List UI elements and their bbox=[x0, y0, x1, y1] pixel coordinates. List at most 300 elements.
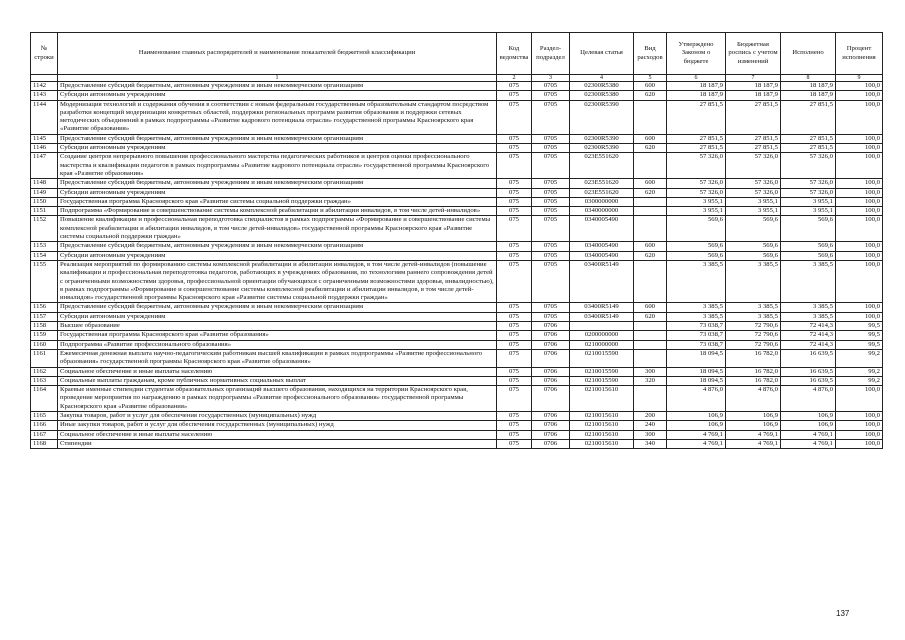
expense-type: 600 bbox=[634, 303, 667, 312]
row-name: Предоставление субсидий бюджетным, автономным учреждениям и иным некоммерческим организациям bbox=[58, 303, 497, 312]
approved-amount: 27 851,5 bbox=[667, 144, 726, 153]
budget-plan-amount: 4 769,1 bbox=[726, 430, 781, 439]
expense-type: 620 bbox=[634, 312, 667, 321]
execution-percent: 100,0 bbox=[836, 430, 883, 439]
executed-amount: 106,9 bbox=[781, 421, 836, 430]
department-code: 075 bbox=[497, 251, 532, 260]
department-code: 075 bbox=[497, 144, 532, 153]
budget-plan-amount: 16 782,0 bbox=[726, 376, 781, 385]
executed-amount: 3 955,1 bbox=[781, 207, 836, 216]
approved-amount: 4 769,1 bbox=[667, 439, 726, 448]
table-row bbox=[31, 303, 883, 312]
header-name: Наименование главных распорядителей и наименование показателей бюджетной классификации bbox=[58, 33, 497, 75]
target-article: 023E551620 bbox=[570, 179, 634, 188]
expense-type: 300 bbox=[634, 367, 667, 376]
execution-percent: 100,0 bbox=[836, 312, 883, 321]
budget-plan-amount: 569,6 bbox=[726, 216, 781, 242]
row-name: Субсидии автономным учреждениям bbox=[58, 312, 497, 321]
budget-plan-amount: 16 782,0 bbox=[726, 367, 781, 376]
department-code: 075 bbox=[497, 216, 532, 242]
row-name: Социальное обеспечение и иные выплаты населению bbox=[58, 430, 497, 439]
department-code: 075 bbox=[497, 197, 532, 206]
section-code: 0705 bbox=[532, 260, 570, 302]
execution-percent: 100,0 bbox=[836, 303, 883, 312]
row-number: 1158 bbox=[31, 322, 58, 331]
row-name: Субсидии автономным учреждениям bbox=[58, 188, 497, 197]
table-row bbox=[31, 349, 883, 367]
expense-type bbox=[634, 153, 667, 179]
row-number: 1162 bbox=[31, 367, 58, 376]
target-article: 03400R5149 bbox=[570, 260, 634, 302]
header-expense-type: Вид расходов bbox=[634, 33, 667, 75]
target-article: 02300R5390 bbox=[570, 144, 634, 153]
executed-amount: 27 851,5 bbox=[781, 134, 836, 143]
column-number: 7 bbox=[726, 75, 781, 82]
executed-amount: 72 414,3 bbox=[781, 322, 836, 331]
executed-amount: 4 769,1 bbox=[781, 430, 836, 439]
table-row bbox=[31, 421, 883, 430]
target-article: 0210015590 bbox=[570, 376, 634, 385]
department-code: 075 bbox=[497, 153, 532, 179]
row-name: Субсидии автономным учреждениям bbox=[58, 251, 497, 260]
row-number: 1160 bbox=[31, 340, 58, 349]
department-code: 075 bbox=[497, 411, 532, 420]
target-article: 02300R5390 bbox=[570, 134, 634, 143]
table-row bbox=[31, 439, 883, 448]
execution-percent: 99,5 bbox=[836, 331, 883, 340]
expense-type bbox=[634, 207, 667, 216]
row-number: 1152 bbox=[31, 216, 58, 242]
department-code: 075 bbox=[497, 367, 532, 376]
expense-type: 600 bbox=[634, 179, 667, 188]
expense-type: 600 bbox=[634, 242, 667, 251]
row-number: 1150 bbox=[31, 197, 58, 206]
executed-amount: 3 385,5 bbox=[781, 260, 836, 302]
section-code: 0705 bbox=[532, 188, 570, 197]
department-code: 075 bbox=[497, 100, 532, 134]
department-code: 075 bbox=[497, 82, 532, 91]
expense-type bbox=[634, 349, 667, 367]
department-code: 075 bbox=[497, 179, 532, 188]
target-article: 0210015590 bbox=[570, 349, 634, 367]
execution-percent: 100,0 bbox=[836, 439, 883, 448]
table-body bbox=[31, 82, 883, 449]
expense-type: 300 bbox=[634, 430, 667, 439]
budget-plan-amount: 569,6 bbox=[726, 242, 781, 251]
section-code: 0705 bbox=[532, 251, 570, 260]
header-department-code: Код ведомства bbox=[497, 33, 532, 75]
row-number: 1143 bbox=[31, 91, 58, 100]
approved-amount: 3 385,5 bbox=[667, 303, 726, 312]
target-article: 03400R5149 bbox=[570, 303, 634, 312]
table-row bbox=[31, 242, 883, 251]
header-target-article: Целевая статья bbox=[570, 33, 634, 75]
budget-plan-amount: 3 955,1 bbox=[726, 197, 781, 206]
row-name: Социальное обеспечение и иные выплаты населению bbox=[58, 367, 497, 376]
department-code: 075 bbox=[497, 303, 532, 312]
execution-percent: 100,0 bbox=[836, 188, 883, 197]
target-article: 0340000000 bbox=[570, 207, 634, 216]
approved-amount: 106,9 bbox=[667, 421, 726, 430]
executed-amount: 27 851,5 bbox=[781, 100, 836, 134]
section-code: 0705 bbox=[532, 82, 570, 91]
approved-amount: 18 094,5 bbox=[667, 349, 726, 367]
execution-percent: 99,5 bbox=[836, 340, 883, 349]
row-name: Модернизация технологий и содержания обучения в соответствии с новым федеральным государственным образовательным стандартом посредством разработки концепций модернизации конкретных областей, поддержки региональных программ развития образования и поддержки сетевых методических объединений в рамках подпрограммы «Развитие кадрового потенциала отрасли» государственной программы Красноярского края «Развитие образования» bbox=[58, 100, 497, 134]
section-code: 0706 bbox=[532, 430, 570, 439]
row-name: Иные закупки товаров, работ и услуг для обеспечения государственных (муниципальных) нужд bbox=[58, 421, 497, 430]
budget-plan-amount: 18 187,9 bbox=[726, 82, 781, 91]
execution-percent: 99,5 bbox=[836, 322, 883, 331]
table-row bbox=[31, 179, 883, 188]
executed-amount: 3 385,5 bbox=[781, 303, 836, 312]
section-code: 0705 bbox=[532, 242, 570, 251]
section-code: 0705 bbox=[532, 216, 570, 242]
row-number: 1151 bbox=[31, 207, 58, 216]
approved-amount: 18 187,9 bbox=[667, 82, 726, 91]
department-code: 075 bbox=[497, 312, 532, 321]
expense-type: 320 bbox=[634, 376, 667, 385]
column-number bbox=[31, 75, 58, 82]
row-name: Краевые именные стипендии студентам образовательных организаций высшего образования, находящихся на территории Красноярского края, проведение мероприятия по награждению в рамках подпрограммы «Развитие профессионального образования» государственной программы Красноярского края «Развитие образования» bbox=[58, 386, 497, 412]
section-code: 0705 bbox=[532, 312, 570, 321]
header-executed: Исполнено bbox=[781, 33, 836, 75]
executed-amount: 72 414,3 bbox=[781, 340, 836, 349]
executed-amount: 72 414,3 bbox=[781, 331, 836, 340]
approved-amount: 3 385,5 bbox=[667, 312, 726, 321]
department-code: 075 bbox=[497, 242, 532, 251]
expense-type bbox=[634, 216, 667, 242]
approved-amount: 569,6 bbox=[667, 251, 726, 260]
executed-amount: 569,6 bbox=[781, 216, 836, 242]
budget-plan-amount: 18 187,9 bbox=[726, 91, 781, 100]
department-code: 075 bbox=[497, 91, 532, 100]
row-number: 1165 bbox=[31, 411, 58, 420]
target-article: 0210015610 bbox=[570, 421, 634, 430]
expense-type: 620 bbox=[634, 251, 667, 260]
budget-plan-amount: 106,9 bbox=[726, 411, 781, 420]
budget-plan-amount: 3 955,1 bbox=[726, 207, 781, 216]
table-row bbox=[31, 376, 883, 385]
row-name: Высшее образование bbox=[58, 322, 497, 331]
executed-amount: 106,9 bbox=[781, 411, 836, 420]
executed-amount: 569,6 bbox=[781, 242, 836, 251]
target-article: 0210000000 bbox=[570, 340, 634, 349]
approved-amount: 73 038,7 bbox=[667, 331, 726, 340]
execution-percent: 100,0 bbox=[836, 386, 883, 412]
row-number: 1142 bbox=[31, 82, 58, 91]
row-number: 1153 bbox=[31, 242, 58, 251]
target-article: 0210015610 bbox=[570, 430, 634, 439]
row-number: 1149 bbox=[31, 188, 58, 197]
approved-amount: 106,9 bbox=[667, 411, 726, 420]
table-row bbox=[31, 188, 883, 197]
target-article: 0340005490 bbox=[570, 242, 634, 251]
column-number: 2 bbox=[497, 75, 532, 82]
budget-plan-amount: 57 326,0 bbox=[726, 188, 781, 197]
column-number: 3 bbox=[532, 75, 570, 82]
table-header-row bbox=[31, 33, 883, 75]
approved-amount: 3 955,1 bbox=[667, 197, 726, 206]
expense-type: 240 bbox=[634, 421, 667, 430]
execution-percent: 100,0 bbox=[836, 207, 883, 216]
expense-type: 600 bbox=[634, 82, 667, 91]
expense-type bbox=[634, 260, 667, 302]
table-row bbox=[31, 386, 883, 412]
column-number: 9 bbox=[836, 75, 883, 82]
section-code: 0705 bbox=[532, 153, 570, 179]
table-row bbox=[31, 331, 883, 340]
row-number: 1155 bbox=[31, 260, 58, 302]
approved-amount: 4 769,1 bbox=[667, 430, 726, 439]
table-row bbox=[31, 340, 883, 349]
row-name: Стипендии bbox=[58, 439, 497, 448]
execution-percent: 100,0 bbox=[836, 421, 883, 430]
section-code: 0705 bbox=[532, 303, 570, 312]
table-row bbox=[31, 91, 883, 100]
section-code: 0706 bbox=[532, 439, 570, 448]
department-code: 075 bbox=[497, 349, 532, 367]
row-number: 1145 bbox=[31, 134, 58, 143]
table-row bbox=[31, 207, 883, 216]
approved-amount: 18 187,9 bbox=[667, 91, 726, 100]
row-name: Субсидии автономным учреждениям bbox=[58, 91, 497, 100]
approved-amount: 57 326,0 bbox=[667, 179, 726, 188]
target-article: 0210015610 bbox=[570, 386, 634, 412]
department-code: 075 bbox=[497, 386, 532, 412]
department-code: 075 bbox=[497, 188, 532, 197]
approved-amount: 569,6 bbox=[667, 242, 726, 251]
execution-percent: 99,2 bbox=[836, 367, 883, 376]
budget-plan-amount: 4 769,1 bbox=[726, 439, 781, 448]
expense-type: 620 bbox=[634, 144, 667, 153]
row-number: 1164 bbox=[31, 386, 58, 412]
target-article: 03400R5149 bbox=[570, 312, 634, 321]
row-number: 1146 bbox=[31, 144, 58, 153]
budget-plan-amount: 3 385,5 bbox=[726, 303, 781, 312]
table-row bbox=[31, 134, 883, 143]
expense-type bbox=[634, 197, 667, 206]
department-code: 075 bbox=[497, 207, 532, 216]
row-name: Предоставление субсидий бюджетным, автономным учреждениям и иным некоммерческим организациям bbox=[58, 82, 497, 91]
column-number: 4 bbox=[570, 75, 634, 82]
section-code: 0705 bbox=[532, 179, 570, 188]
section-code: 0706 bbox=[532, 367, 570, 376]
execution-percent: 100,0 bbox=[836, 251, 883, 260]
row-name: Государственная программа Красноярского края «Развитие образования» bbox=[58, 331, 497, 340]
target-article: 0340005490 bbox=[570, 251, 634, 260]
row-number: 1161 bbox=[31, 349, 58, 367]
row-name: Реализация мероприятий по формированию системы комплексной реабилитации и абилитации инвалидов, в том числе детей-инвалидов (повышение квалификации и профессиональная переподготовка педагогов, работающих в учреждениях образования, по технологиям раннего сопровождения детей с ограниченными возможностями здоровья, профессиональной ориентации обучающихся с ограниченными возможностями здоровья, инвалидностью), в рамках подпрограммы «Формирование и совершенствование системы комплексной реабилитации и абилитации инвалидов, в том числе детей-инвалидов» государственной программы Красноярского края «Развитие системы социальной поддержки граждан» bbox=[58, 260, 497, 302]
execution-percent: 100,0 bbox=[836, 411, 883, 420]
section-code: 0706 bbox=[532, 376, 570, 385]
budget-plan-amount: 27 851,5 bbox=[726, 144, 781, 153]
expense-type: 600 bbox=[634, 134, 667, 143]
row-number: 1167 bbox=[31, 430, 58, 439]
table-row bbox=[31, 312, 883, 321]
target-article: 0210015590 bbox=[570, 367, 634, 376]
approved-amount: 57 326,0 bbox=[667, 153, 726, 179]
section-code: 0706 bbox=[532, 322, 570, 331]
department-code: 075 bbox=[497, 439, 532, 448]
table-row bbox=[31, 251, 883, 260]
expense-type bbox=[634, 340, 667, 349]
approved-amount: 4 876,0 bbox=[667, 386, 726, 412]
row-name: Субсидии автономным учреждениям bbox=[58, 144, 497, 153]
table-row bbox=[31, 100, 883, 134]
section-code: 0706 bbox=[532, 411, 570, 420]
page-number: 137 bbox=[836, 609, 850, 618]
row-number: 1163 bbox=[31, 376, 58, 385]
budget-plan-amount: 27 851,5 bbox=[726, 134, 781, 143]
column-number: 5 bbox=[634, 75, 667, 82]
executed-amount: 3 955,1 bbox=[781, 197, 836, 206]
executed-amount: 18 187,9 bbox=[781, 91, 836, 100]
header-budget-plan: Бюджетная роспись с учетом изменений bbox=[726, 33, 781, 75]
execution-percent: 100,0 bbox=[836, 100, 883, 134]
table-row bbox=[31, 216, 883, 242]
department-code: 075 bbox=[497, 421, 532, 430]
section-code: 0705 bbox=[532, 91, 570, 100]
section-code: 0706 bbox=[532, 331, 570, 340]
section-code: 0706 bbox=[532, 340, 570, 349]
row-number: 1148 bbox=[31, 179, 58, 188]
row-name: Закупка товаров, работ и услуг для обеспечения государственных (муниципальных) нужд bbox=[58, 411, 497, 420]
row-number: 1147 bbox=[31, 153, 58, 179]
target-article: 0210015610 bbox=[570, 411, 634, 420]
budget-plan-amount: 569,6 bbox=[726, 251, 781, 260]
table-row bbox=[31, 197, 883, 206]
row-name: Повышение квалификации и профессиональная переподготовка специалистов в рамках подпрограммы «Формирование и совершенствование системы комплексной реабилитации и абилитации инвалидов, в том числе детей-инвалидов» государственной программы Красноярского края «Развитие системы социальной поддержки граждан» bbox=[58, 216, 497, 242]
row-number: 1154 bbox=[31, 251, 58, 260]
table-row bbox=[31, 82, 883, 91]
row-number: 1168 bbox=[31, 439, 58, 448]
approved-amount: 27 851,5 bbox=[667, 100, 726, 134]
execution-percent: 100,0 bbox=[836, 179, 883, 188]
section-code: 0705 bbox=[532, 100, 570, 134]
department-code: 075 bbox=[497, 376, 532, 385]
target-article: 0300000000 bbox=[570, 197, 634, 206]
row-number: 1159 bbox=[31, 331, 58, 340]
department-code: 075 bbox=[497, 260, 532, 302]
row-number: 1156 bbox=[31, 303, 58, 312]
expense-type bbox=[634, 100, 667, 134]
section-code: 0706 bbox=[532, 386, 570, 412]
column-number-row bbox=[31, 75, 883, 82]
row-name: Ежемесячная денежная выплата научно-педагогическим работникам высшей квалификации в рамках подпрограммы «Развитие профессионального образования» государственной программы Красноярского края «Развитие образования» bbox=[58, 349, 497, 367]
row-name: Подпрограмма «Формирование и совершенствование системы комплексной реабилитации и абилитации инвалидов, в том числе детей-инвалидов» bbox=[58, 207, 497, 216]
executed-amount: 27 851,5 bbox=[781, 144, 836, 153]
executed-amount: 57 326,0 bbox=[781, 153, 836, 179]
table-row bbox=[31, 153, 883, 179]
execution-percent: 100,0 bbox=[836, 242, 883, 251]
executed-amount: 3 385,5 bbox=[781, 312, 836, 321]
execution-percent: 100,0 bbox=[836, 134, 883, 143]
approved-amount: 73 038,7 bbox=[667, 322, 726, 331]
target-article: 0210015610 bbox=[570, 439, 634, 448]
section-code: 0706 bbox=[532, 349, 570, 367]
target-article: 0340005490 bbox=[570, 216, 634, 242]
table-row bbox=[31, 411, 883, 420]
header-section: Раздел-подраздел bbox=[532, 33, 570, 75]
section-code: 0705 bbox=[532, 134, 570, 143]
target-article: 023E551620 bbox=[570, 188, 634, 197]
budget-plan-amount: 106,9 bbox=[726, 421, 781, 430]
approved-amount: 18 094,5 bbox=[667, 367, 726, 376]
target-article: 02300R5390 bbox=[570, 100, 634, 134]
row-name: Социальные выплаты гражданам, кроме публичных нормативных социальных выплат bbox=[58, 376, 497, 385]
executed-amount: 4 769,1 bbox=[781, 439, 836, 448]
target-article bbox=[570, 322, 634, 331]
table-row bbox=[31, 322, 883, 331]
row-name: Предоставление субсидий бюджетным, автономным учреждениям и иным некоммерческим организациям bbox=[58, 134, 497, 143]
expense-type bbox=[634, 331, 667, 340]
department-code: 075 bbox=[497, 340, 532, 349]
target-article: 023E551620 bbox=[570, 153, 634, 179]
table-row bbox=[31, 260, 883, 302]
executed-amount: 569,6 bbox=[781, 251, 836, 260]
execution-percent: 99,2 bbox=[836, 349, 883, 367]
budget-table bbox=[30, 32, 883, 449]
expense-type: 620 bbox=[634, 91, 667, 100]
row-name: Государственная программа Красноярского края «Развитие системы социальной поддержки граждан» bbox=[58, 197, 497, 206]
execution-percent: 100,0 bbox=[836, 260, 883, 302]
department-code: 075 bbox=[497, 134, 532, 143]
target-article: 02300R5380 bbox=[570, 91, 634, 100]
approved-amount: 27 851,5 bbox=[667, 134, 726, 143]
approved-amount: 18 094,5 bbox=[667, 376, 726, 385]
approved-amount: 3 955,1 bbox=[667, 207, 726, 216]
execution-percent: 100,0 bbox=[836, 153, 883, 179]
approved-amount: 3 385,5 bbox=[667, 260, 726, 302]
executed-amount: 16 639,5 bbox=[781, 376, 836, 385]
department-code: 075 bbox=[497, 322, 532, 331]
execution-percent: 100,0 bbox=[836, 82, 883, 91]
column-number: 8 bbox=[781, 75, 836, 82]
section-code: 0705 bbox=[532, 207, 570, 216]
row-name: Предоставление субсидий бюджетным, автономным учреждениям и иным некоммерческим организациям bbox=[58, 242, 497, 251]
approved-amount: 57 326,0 bbox=[667, 188, 726, 197]
department-code: 075 bbox=[497, 331, 532, 340]
table-row bbox=[31, 144, 883, 153]
expense-type: 620 bbox=[634, 188, 667, 197]
row-number: 1144 bbox=[31, 100, 58, 134]
budget-plan-amount: 3 385,5 bbox=[726, 312, 781, 321]
target-article: 02300R5380 bbox=[570, 82, 634, 91]
budget-plan-amount: 27 851,5 bbox=[726, 100, 781, 134]
execution-percent: 100,0 bbox=[836, 91, 883, 100]
header-row-number: № строки bbox=[31, 33, 58, 75]
budget-plan-amount: 3 385,5 bbox=[726, 260, 781, 302]
row-name: Подпрограмма «Развитие профессионального образования» bbox=[58, 340, 497, 349]
budget-plan-amount: 72 790,6 bbox=[726, 340, 781, 349]
execution-percent: 100,0 bbox=[836, 197, 883, 206]
section-code: 0705 bbox=[532, 197, 570, 206]
executed-amount: 4 876,0 bbox=[781, 386, 836, 412]
approved-amount: 73 038,7 bbox=[667, 340, 726, 349]
row-number: 1157 bbox=[31, 312, 58, 321]
execution-percent: 99,2 bbox=[836, 376, 883, 385]
section-code: 0705 bbox=[532, 144, 570, 153]
budget-plan-amount: 57 326,0 bbox=[726, 179, 781, 188]
budget-plan-amount: 72 790,6 bbox=[726, 322, 781, 331]
approved-amount: 569,6 bbox=[667, 216, 726, 242]
executed-amount: 16 639,5 bbox=[781, 349, 836, 367]
budget-plan-amount: 16 782,0 bbox=[726, 349, 781, 367]
row-number: 1166 bbox=[31, 421, 58, 430]
execution-percent: 100,0 bbox=[836, 144, 883, 153]
expense-type: 200 bbox=[634, 411, 667, 420]
